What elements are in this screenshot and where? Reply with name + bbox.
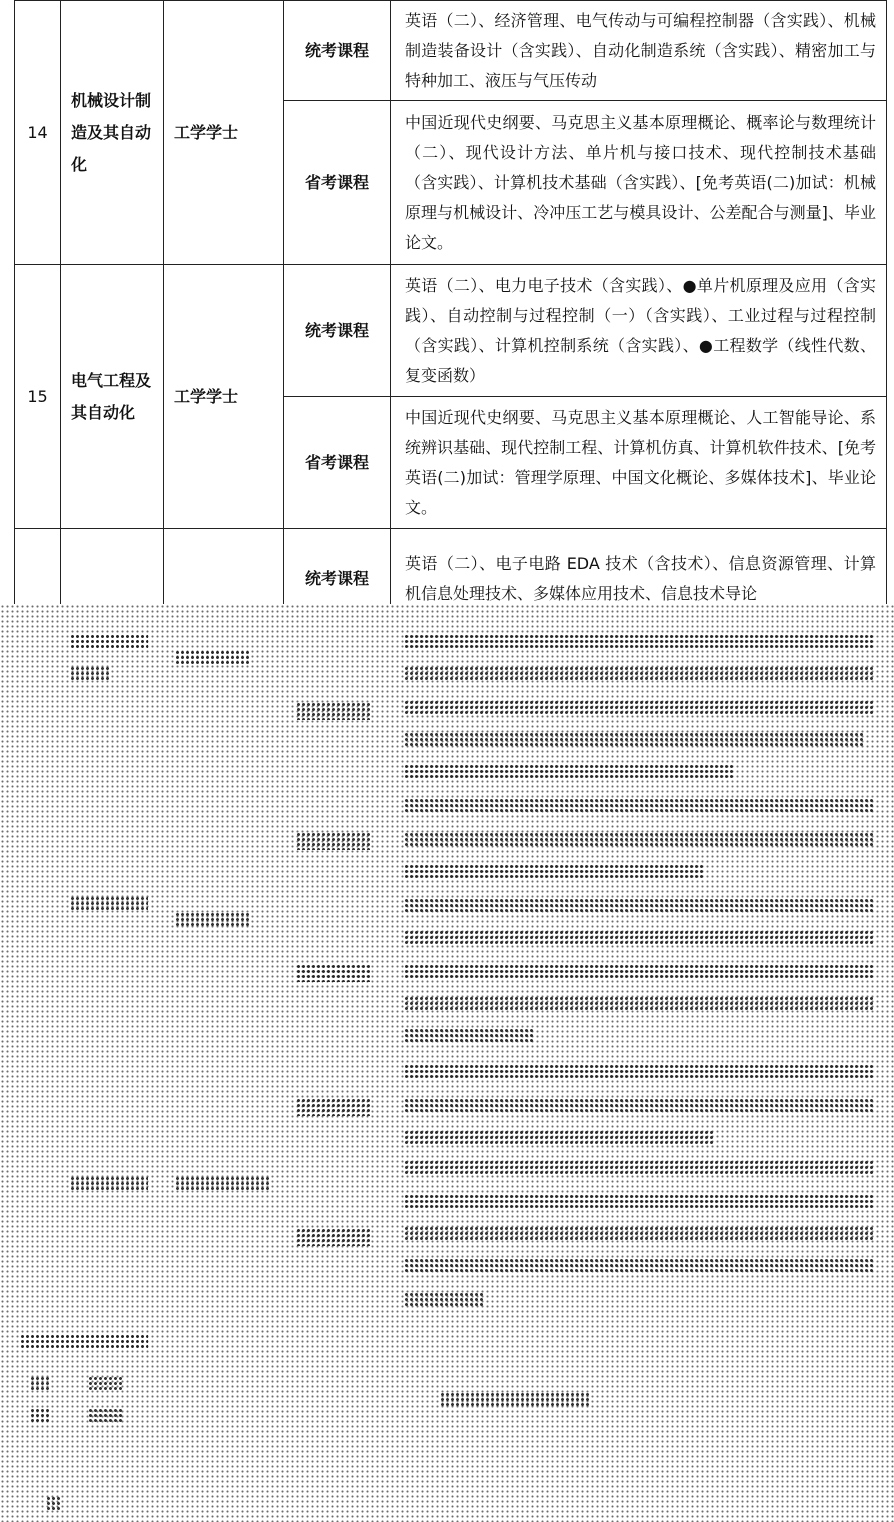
course-type-label: 统考课程	[284, 265, 391, 397]
illegible-text	[70, 1176, 148, 1192]
illegible-text	[404, 898, 874, 914]
table-row	[15, 265, 887, 397]
illegible-text	[404, 1098, 874, 1114]
illegible-text	[296, 1098, 370, 1116]
illegible-text	[70, 666, 110, 682]
illegible-text	[296, 832, 370, 850]
course-list: 英语（二）、电力电子技术（含实践）、●单片机原理及应用（含实践）、自动控制与过程控制（一）（含实践）、工业过程与过程控制（含实践）、计算机控制系统（含实践）、●工程数学（线性代数、复变函数）	[391, 265, 887, 397]
illegible-text	[404, 700, 874, 716]
illegible-text	[404, 732, 864, 748]
course-type-label: 省考课程	[284, 101, 391, 265]
course-type-label: 统考课程	[284, 529, 391, 629]
illegible-text	[46, 1496, 62, 1510]
illegible-text	[30, 1376, 50, 1392]
illegible-text	[404, 1028, 534, 1044]
illegible-text	[88, 1408, 124, 1424]
degree-name: 工学学士	[164, 1, 284, 265]
illegible-text	[404, 1292, 484, 1308]
row-number: 15	[15, 265, 61, 529]
illegible-text	[404, 864, 704, 880]
illegible-text	[404, 798, 874, 814]
illegible-text	[30, 1408, 50, 1424]
illegible-text	[175, 650, 250, 666]
illegible-text	[404, 1130, 714, 1146]
illegible-text	[175, 912, 250, 928]
course-list: 中国近现代史纲要、马克思主义基本原理概论、概率论与数理统计（二）、现代设计方法、单片机与接口技术、现代控制技术基础（含实践）、计算机技术基础（含实践）、[免考英语(二)加试：机械原理与机械设计、冷冲压工艺与模具设计、公差配合与测量]、毕业论文。	[391, 101, 887, 265]
illegible-text	[404, 996, 874, 1012]
degraded-scan-area	[0, 604, 894, 1522]
illegible-text	[296, 1228, 370, 1246]
illegible-text	[404, 832, 874, 848]
illegible-text	[404, 1194, 874, 1210]
illegible-text	[440, 1392, 590, 1408]
illegible-text	[70, 634, 148, 650]
row-number: 14	[15, 1, 61, 265]
illegible-text	[175, 1176, 270, 1192]
major-name: 机械设计制造及其自动化	[61, 1, 164, 265]
illegible-text	[70, 896, 148, 912]
illegible-text	[404, 1258, 874, 1274]
illegible-text	[404, 964, 874, 980]
illegible-text	[404, 1160, 874, 1176]
course-list: 英语（二）、经济管理、电气传动与可编程控制器（含实践）、机械制造装备设计（含实践）、自动化制造系统（含实践）、精密加工与特种加工、液压与气压传动	[391, 1, 887, 101]
illegible-text	[404, 930, 874, 946]
illegible-text	[88, 1376, 124, 1392]
course-table	[14, 0, 887, 629]
course-list: 中国近现代史纲要、马克思主义基本原理概论、人工智能导论、系统辨识基础、现代控制工程、计算机仿真、计算机软件技术、[免考英语(二)加试：管理学原理、中国文化概论、多媒体技术]、毕业论文。	[391, 397, 887, 529]
course-type-label: 省考课程	[284, 397, 391, 529]
illegible-text	[404, 1064, 874, 1080]
illegible-text	[296, 964, 370, 982]
illegible-text	[404, 634, 874, 650]
degree-name: 工学学士	[164, 265, 284, 529]
course-type-label: 统考课程	[284, 1, 391, 101]
illegible-text	[296, 702, 370, 720]
course-list: 英语（二）、电子电路 EDA 技术（含技术）、信息资源管理、计算机信息处理技术、多媒体应用技术、信息技术导论	[391, 529, 887, 629]
illegible-text	[404, 666, 874, 682]
major-name: 电气工程及其自动化	[61, 265, 164, 529]
table-row	[15, 1, 887, 101]
illegible-text	[404, 764, 734, 780]
illegible-text	[20, 1334, 148, 1350]
illegible-text	[404, 1226, 874, 1242]
